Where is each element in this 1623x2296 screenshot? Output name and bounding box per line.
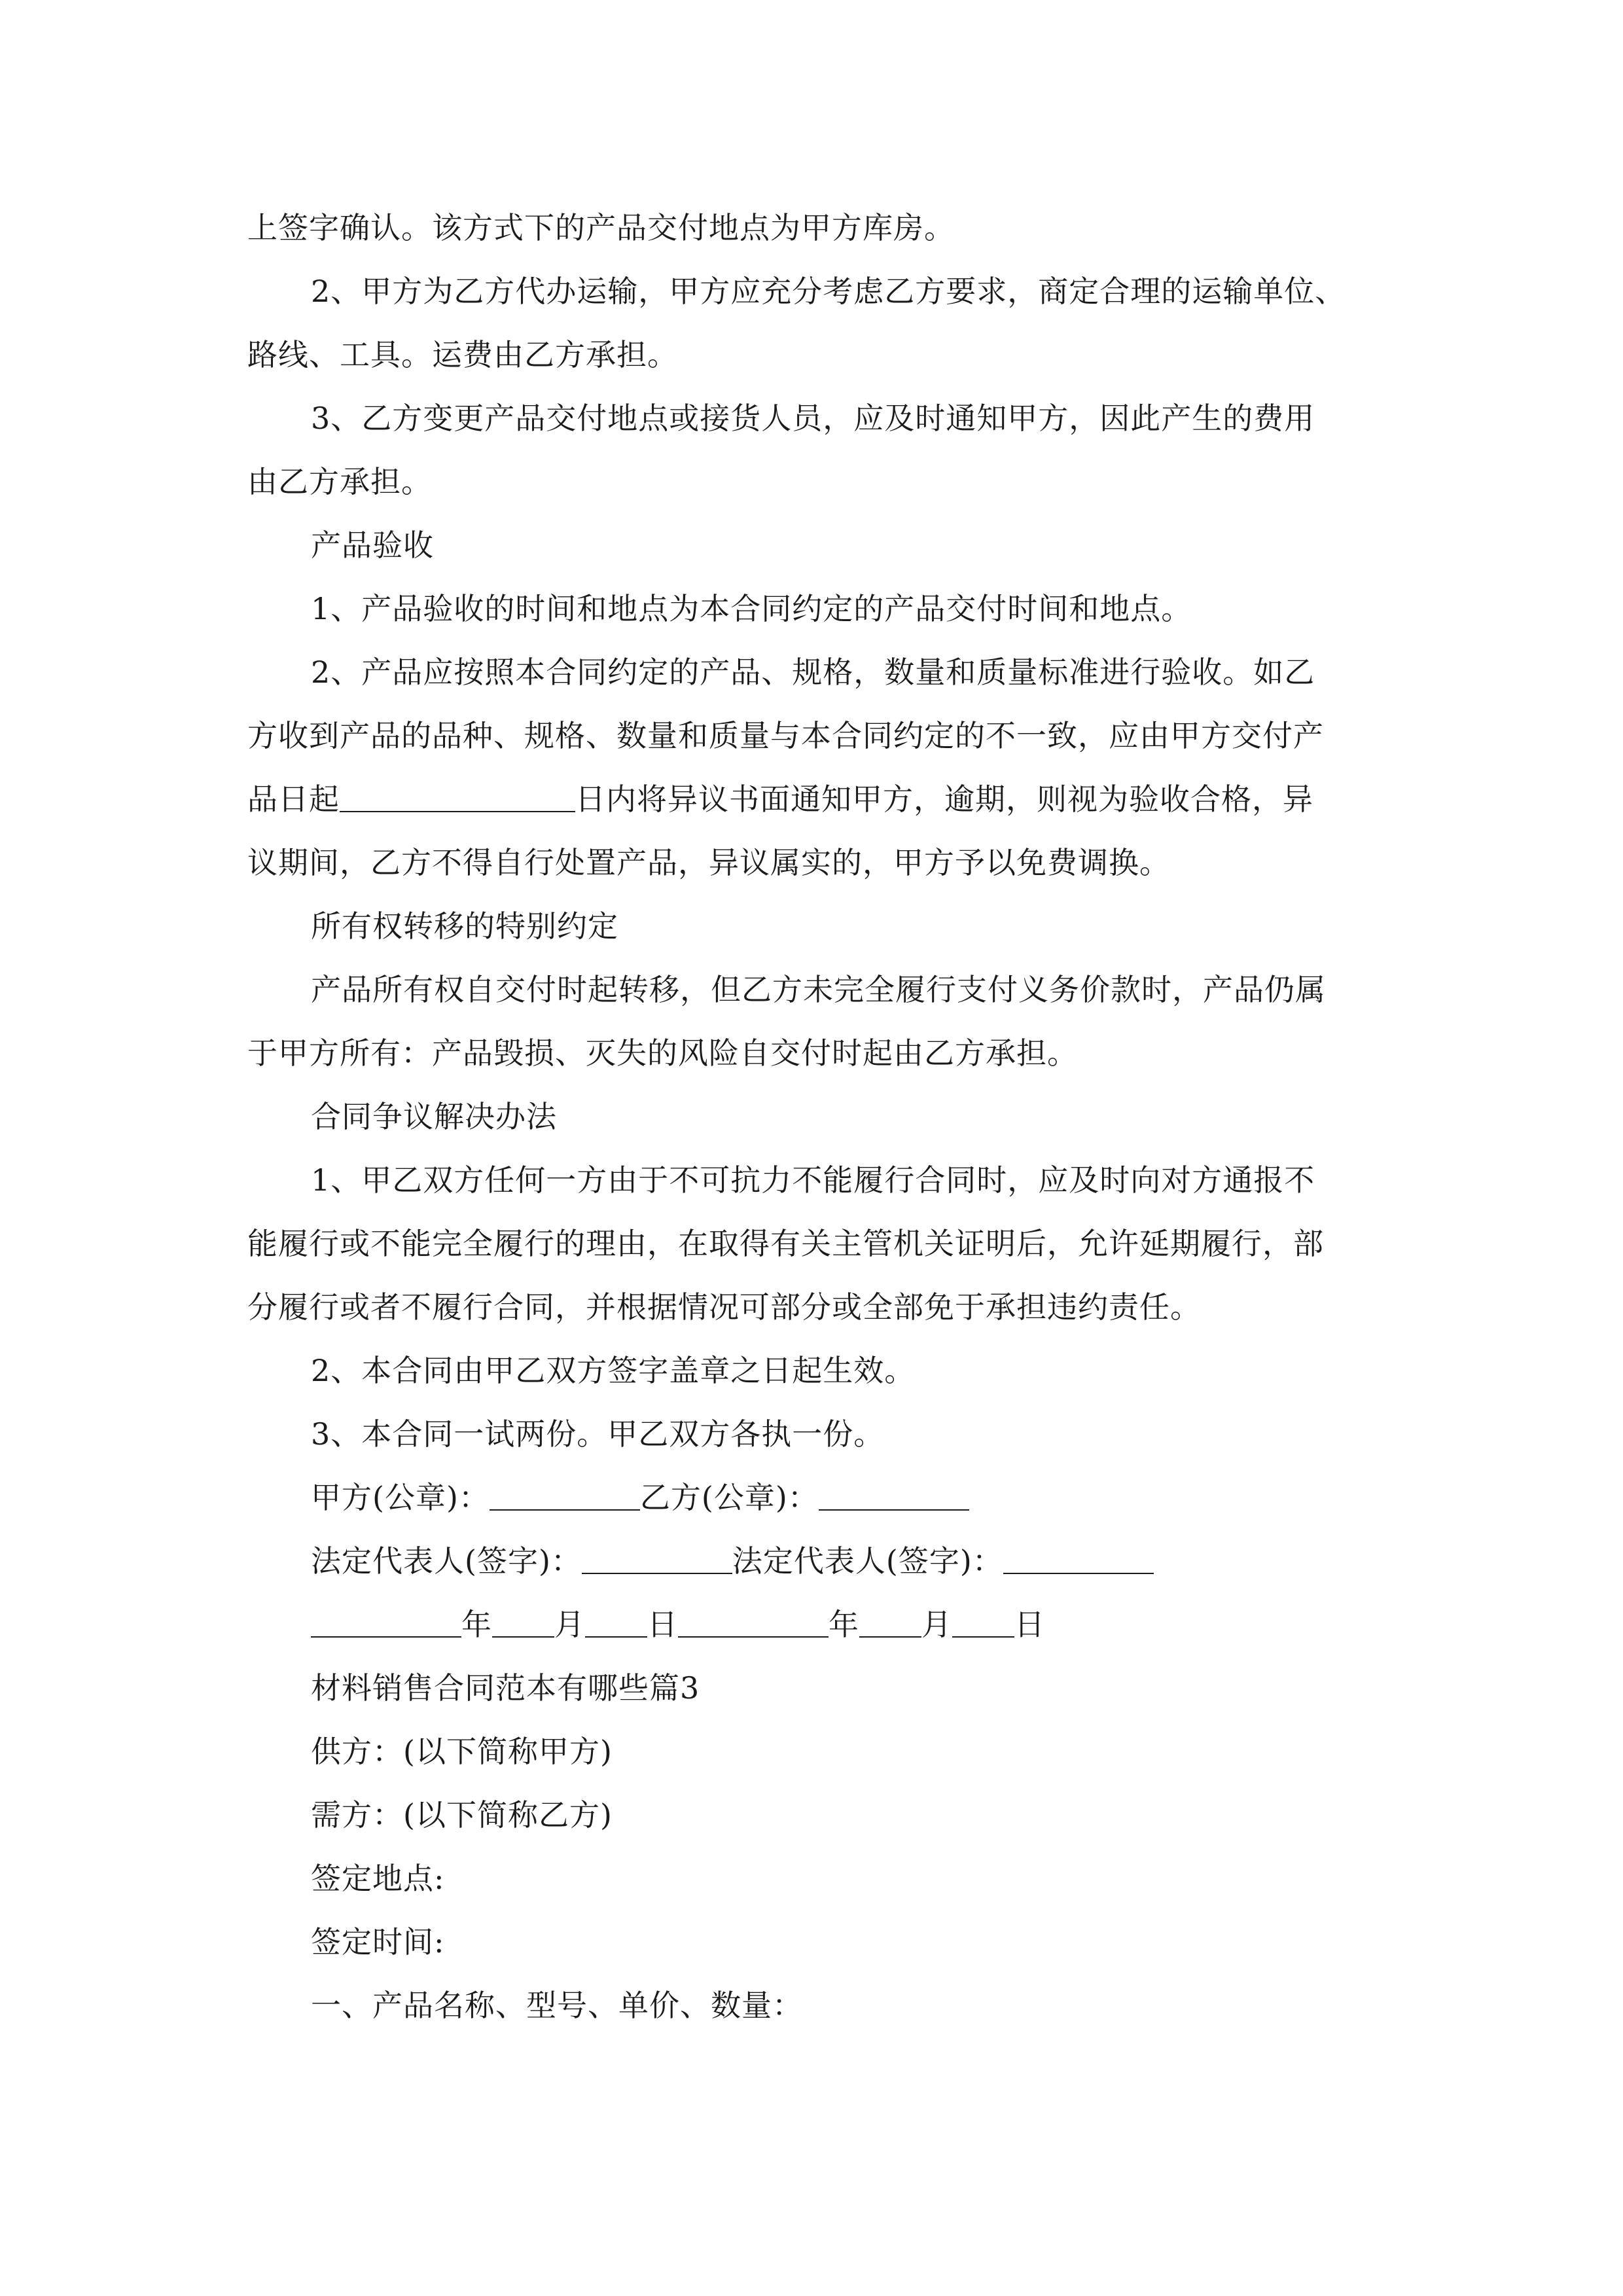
party-a-seal-label: 甲方(公章)： [311, 1480, 490, 1515]
date-a-day-blank[interactable] [585, 1606, 647, 1638]
party-b-seal-label: 乙方(公章)： [639, 1480, 819, 1515]
clause-change-delivery: 3、乙方变更产品交付地点或接货人员，应及时通知甲方，因此产生的费用 [311, 401, 1315, 436]
text-line: 议期间，乙方不得自行处置产品，异议属实的，甲方予以免费调换。 [247, 845, 1170, 880]
party-a-seal-blank[interactable] [490, 1479, 640, 1511]
text-line: 上签字确认。该方式下的产品交付地点为甲方库房。 [247, 210, 955, 245]
text-line-with-blank [247, 768, 1394, 831]
signature-date-row [247, 1593, 1394, 1657]
month-label: 月 [921, 1607, 952, 1642]
clause-copies: 3、本合同一试两份。甲乙双方各执一份。 [311, 1416, 885, 1452]
year-label: 年 [461, 1607, 492, 1642]
rep-b-blank[interactable] [1003, 1543, 1154, 1574]
section-heading-ownership: 所有权转移的特别约定 [311, 908, 618, 944]
party-b-seal-blank[interactable] [819, 1479, 969, 1511]
text-segment: 品日起 [247, 781, 340, 817]
signing-time-line: 签定时间: [311, 1924, 445, 1960]
text-line: 于甲方所有：产品毁损、灭失的风险自交付时起由乙方承担。 [247, 1035, 1078, 1071]
signature-rep-row [247, 1530, 1394, 1593]
text-line: 能履行或不能完全履行的理由，在取得有关主管机关证明后，允许延期履行，部 [247, 1226, 1324, 1261]
date-b-year-blank[interactable] [678, 1606, 829, 1638]
text-line: 方收到产品的品种、规格、数量和质量与本合同约定的不一致，应由甲方交付产 [247, 718, 1324, 753]
signing-place-line: 签定地点: [311, 1861, 445, 1896]
text-line: 由乙方承担。 [247, 464, 432, 499]
month-label: 月 [554, 1607, 585, 1642]
day-label: 日 [647, 1607, 678, 1642]
rep-a-blank[interactable] [582, 1543, 732, 1574]
day-label: 日 [1014, 1607, 1045, 1642]
clause-transport: 2、甲方为乙方代办运输，甲方应充分考虑乙方要求，商定合理的运输单位、 [311, 274, 1346, 309]
clause-effective: 2、本合同由甲乙双方签字盖章之日起生效。 [311, 1353, 916, 1388]
date-b-day-blank[interactable] [952, 1606, 1014, 1638]
clause-acceptance-standard: 2、产品应按照本合同约定的产品、规格，数量和质量标准进行验收。如乙 [311, 655, 1315, 690]
date-a-month-blank[interactable] [492, 1606, 554, 1638]
section-title: 材料销售合同范本有哪些篇3 [311, 1670, 700, 1706]
fill-blank[interactable] [340, 781, 575, 812]
buyer-line: 需方：(以下简称乙方) [311, 1797, 613, 1833]
section-heading-dispute: 合同争议解决办法 [311, 1099, 557, 1134]
signature-seal-row [247, 1466, 1394, 1530]
year-label: 年 [829, 1607, 859, 1642]
date-a-year-blank[interactable] [311, 1606, 461, 1638]
product-item-heading: 一、产品名称、型号、单价、数量： [311, 1988, 803, 2023]
contract-body [247, 196, 1394, 2037]
date-b-month-blank[interactable] [859, 1606, 921, 1638]
rep-a-label: 法定代表人(签字)： [311, 1543, 582, 1579]
clause-force-majeure: 1、甲乙双方任何一方由于不可抗力不能履行合同时，应及时向对方通报不 [311, 1162, 1315, 1198]
rep-b-label: 法定代表人(签字)： [732, 1543, 1003, 1579]
text-line: 分履行或者不履行合同，并根据情况可部分或全部免于承担违约责任。 [247, 1289, 1201, 1325]
supplier-line: 供方：(以下简称甲方) [311, 1734, 613, 1769]
clause-ownership: 产品所有权自交付时起转移，但乙方未完全履行支付义务价款时，产品仍属 [311, 972, 1326, 1007]
text-segment: 日内将异议书面通知甲方，逾期，则视为验收合格，异 [575, 781, 1313, 817]
clause-acceptance-time: 1、产品验收的时间和地点为本合同约定的产品交付时间和地点。 [311, 591, 1192, 626]
section-heading-acceptance: 产品验收 [311, 528, 434, 563]
text-line: 路线、工具。运费由乙方承担。 [247, 337, 678, 372]
